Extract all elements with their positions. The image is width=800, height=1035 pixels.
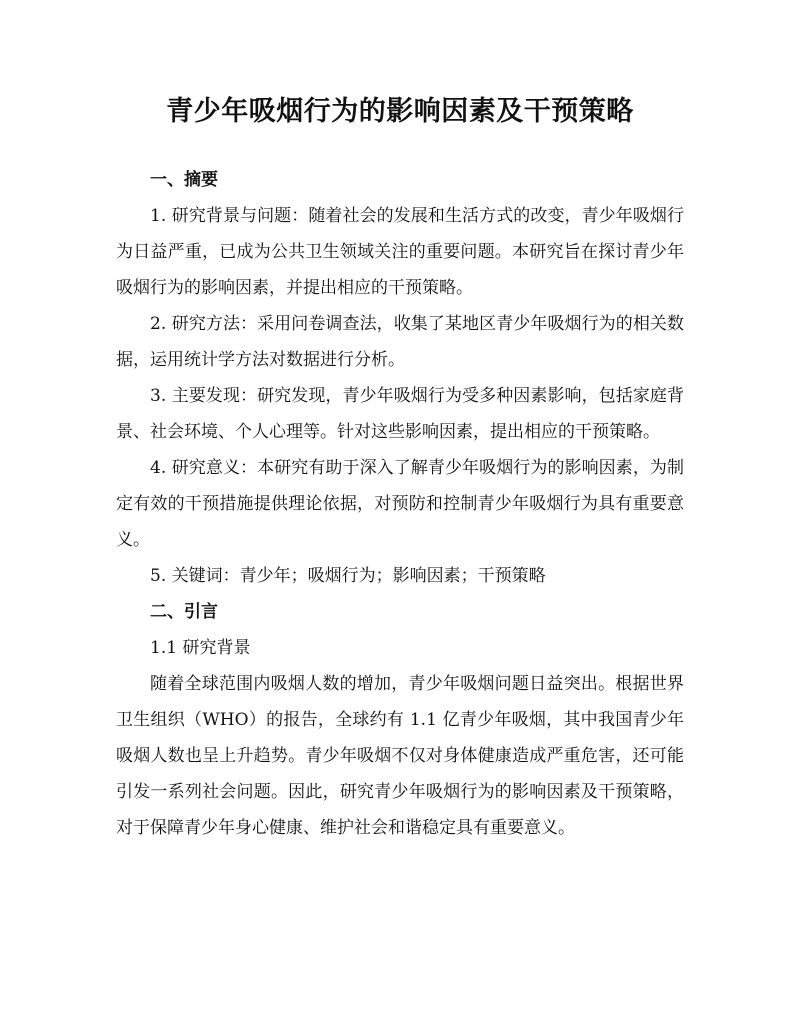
abstract-item-significance: 4. 研究意义：本研究有助于深入了解青少年吸烟行为的影响因素，为制定有效的干预措施提供理论依据，对预防和控制青少年吸烟行为具有重要意义。 [116,458,684,550]
abstract-item-keywords: 5. 关键词：青少年；吸烟行为；影响因素；干预策略 [150,566,546,586]
document-title: 青少年吸烟行为的影响因素及干预策略 [166,96,634,127]
introduction-paragraph: 随着全球范围内吸烟人数的增加，青少年吸烟问题日益突出。根据世界卫生组织（WHO）的报告，全球约有 1.1 亿青少年吸烟，其中我国青少年吸烟人数也呈上升趋势。青少年吸烟不仅对身体健康造成严重危害，还可能引发一系列社会问题。因此，研究青少年吸烟行为的影响因素及干预策略，对于保障青少年身心健康、维护社会和谐稳定具有重要意义。 [116,674,684,838]
abstract-item-methods: 2. 研究方法：采用问卷调查法，收集了某地区青少年吸烟行为的相关数据，运用统计学方法对数据进行分析。 [116,314,684,370]
section-heading-abstract: 一、摘要 [150,170,218,190]
section-heading-introduction: 二、引言 [150,602,218,622]
abstract-item-background: 1. 研究背景与问题：随着社会的发展和生活方式的改变，青少年吸烟行为日益严重，已成为公共卫生领域关注的重要问题。本研究旨在探讨青少年吸烟行为的影响因素，并提出相应的干预策略。 [116,206,684,298]
abstract-item-findings: 3. 主要发现：研究发现，青少年吸烟行为受多种因素影响，包括家庭背景、社会环境、个人心理等。针对这些影响因素，提出相应的干预策略。 [116,386,684,442]
subsection-heading-background: 1.1 研究背景 [150,638,251,658]
